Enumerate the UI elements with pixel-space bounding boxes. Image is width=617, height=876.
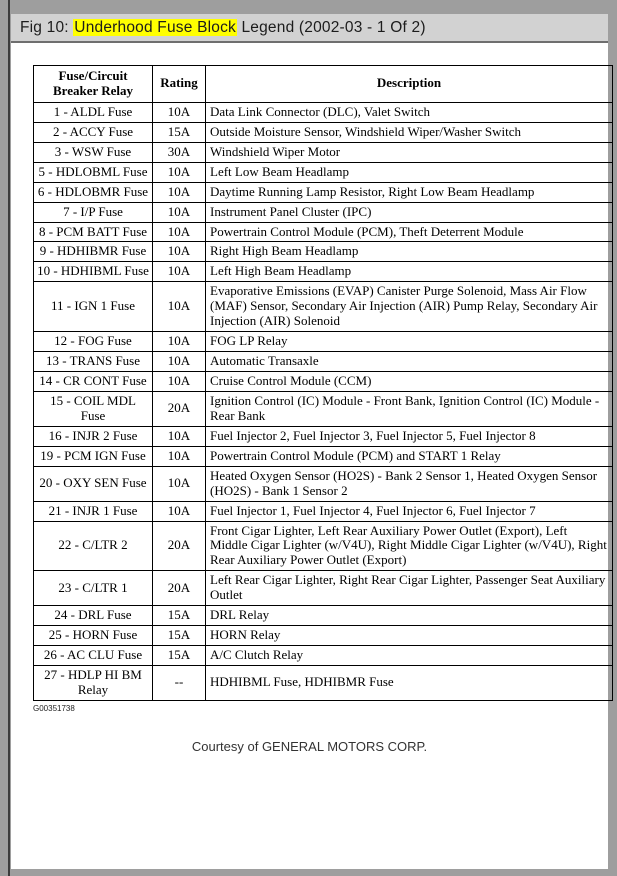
description-cell: DRL Relay [206,606,613,626]
fuse-cell: 23 - C/LTR 1 [34,571,153,606]
rating-cell: 10A [153,162,206,182]
description-cell: Left Rear Cigar Lighter, Right Rear Cigar Lighter, Passenger Seat Auxiliary Outlet [206,571,613,606]
description-cell: Outside Moisture Sensor, Windshield Wiper/Washer Switch [206,122,613,142]
description-cell: Daytime Running Lamp Resistor, Right Low Beam Headlamp [206,182,613,202]
header-fuse-circuit-breaker-relay: Fuse/Circuit Breaker Relay [34,66,153,103]
table-row [34,162,613,182]
fuse-cell: 5 - HDLOBML Fuse [34,162,153,182]
table-row [34,521,613,571]
description-cell: Windshield Wiper Motor [206,142,613,162]
left-edge-line [8,0,10,876]
rating-cell: 10A [153,352,206,372]
table-row [34,242,613,262]
description-cell: Front Cigar Lighter, Left Rear Auxiliary Power Outlet (Export), Left Middle Cigar Lighter (w/V4U), Right Middle Cigar Lighter (w/V4U), Right Rear Auxiliary Power Outlet (Export) [206,521,613,571]
rating-cell: 10A [153,466,206,501]
description-cell: Right High Beam Headlamp [206,242,613,262]
rating-cell: 10A [153,282,206,332]
rating-cell: 15A [153,626,206,646]
header-description: Description [206,66,613,103]
rating-cell: 30A [153,142,206,162]
table-body [34,102,613,700]
table-row [34,182,613,202]
fuse-cell: 7 - I/P Fuse [34,202,153,222]
fuse-cell: 11 - IGN 1 Fuse [34,282,153,332]
rating-cell: 10A [153,262,206,282]
table-row [34,102,613,122]
description-cell: Left High Beam Headlamp [206,262,613,282]
table-row [34,606,613,626]
table-head [34,66,613,103]
table-header-row [34,66,613,103]
fuse-cell: 8 - PCM BATT Fuse [34,222,153,242]
rating-cell: 10A [153,372,206,392]
table-row [34,122,613,142]
rating-cell: 20A [153,571,206,606]
description-cell: HORN Relay [206,626,613,646]
table-row [34,262,613,282]
table-row [34,282,613,332]
rating-cell: 10A [153,501,206,521]
fuse-cell: 1 - ALDL Fuse [34,102,153,122]
rating-cell: 10A [153,102,206,122]
table-row [34,222,613,242]
header-rating: Rating [153,66,206,103]
table-row [34,666,613,701]
fuse-cell: 22 - C/LTR 2 [34,521,153,571]
rating-cell: 20A [153,521,206,571]
figure-title-suffix: Legend (2002-03 - 1 Of 2) [236,19,426,36]
rating-cell: 20A [153,391,206,426]
fuse-cell: 15 - COIL MDL Fuse [34,391,153,426]
rating-cell: 15A [153,122,206,142]
table-row [34,372,613,392]
fuse-cell: 20 - OXY SEN Fuse [34,466,153,501]
rating-cell: 10A [153,426,206,446]
table-row [34,466,613,501]
fuse-cell: 2 - ACCY Fuse [34,122,153,142]
description-cell: Left Low Beam Headlamp [206,162,613,182]
fuse-legend-table [33,65,613,701]
fuse-cell: 26 - AC CLU Fuse [34,646,153,666]
fuse-cell: 25 - HORN Fuse [34,626,153,646]
description-cell: A/C Clutch Relay [206,646,613,666]
fuse-cell: 6 - HDLOBMR Fuse [34,182,153,202]
rating-cell: 10A [153,446,206,466]
rating-cell: 15A [153,646,206,666]
description-cell: Instrument Panel Cluster (IPC) [206,202,613,222]
document-code: G00351738 [33,703,75,713]
rating-cell: 10A [153,242,206,262]
table-row [34,202,613,222]
table-row [34,446,613,466]
fuse-cell: 19 - PCM IGN Fuse [34,446,153,466]
fuse-cell: 3 - WSW Fuse [34,142,153,162]
rating-cell: 10A [153,182,206,202]
description-cell: FOG LP Relay [206,332,613,352]
table-row [34,391,613,426]
description-cell: Heated Oxygen Sensor (HO2S) - Bank 2 Sensor 1, Heated Oxygen Sensor (HO2S) - Bank 1 Sensor 2 [206,466,613,501]
table-row [34,332,613,352]
fuse-cell: 21 - INJR 1 Fuse [34,501,153,521]
table-row [34,426,613,446]
rating-cell: 15A [153,606,206,626]
description-cell: Fuel Injector 1, Fuel Injector 4, Fuel Injector 6, Fuel Injector 7 [206,501,613,521]
fuse-cell: 9 - HDHIBMR Fuse [34,242,153,262]
description-cell: Cruise Control Module (CCM) [206,372,613,392]
rating-cell: 10A [153,202,206,222]
description-cell: HDHIBML Fuse, HDHIBMR Fuse [206,666,613,701]
table-row [34,501,613,521]
rating-cell: 10A [153,332,206,352]
courtesy-line: Courtesy of GENERAL MOTORS CORP. [191,738,428,754]
figure-title-bar [11,14,608,43]
description-cell: Fuel Injector 2, Fuel Injector 3, Fuel Injector 5, Fuel Injector 8 [206,426,613,446]
table-row [34,352,613,372]
description-cell: Automatic Transaxle [206,352,613,372]
fuse-cell: 13 - TRANS Fuse [34,352,153,372]
description-cell: Evaporative Emissions (EVAP) Canister Purge Solenoid, Mass Air Flow (MAF) Sensor, Secondary Air Injection (AIR) Pump Relay, Secondary Air Injection (AIR) Solenoid [206,282,613,332]
fuse-cell: 12 - FOG Fuse [34,332,153,352]
fuse-cell: 10 - HDHIBML Fuse [34,262,153,282]
table-row [34,571,613,606]
table-row [34,626,613,646]
table-row [34,646,613,666]
description-cell: Powertrain Control Module (PCM) and START 1 Relay [206,446,613,466]
figure-title-prefix: Fig 10: [20,19,74,36]
description-cell: Data Link Connector (DLC), Valet Switch [206,102,613,122]
table-row [34,142,613,162]
document-page [11,14,608,869]
fuse-cell: 14 - CR CONT Fuse [34,372,153,392]
rating-cell: 10A [153,222,206,242]
description-cell: Powertrain Control Module (PCM), Theft Deterrent Module [206,222,613,242]
description-cell: Ignition Control (IC) Module - Front Bank, Ignition Control (IC) Module - Rear Bank [206,391,613,426]
fuse-cell: 24 - DRL Fuse [34,606,153,626]
figure-title-highlight: Underhood Fuse Block [74,19,236,36]
fuse-cell: 27 - HDLP HI BM Relay [34,666,153,701]
rating-cell: -- [153,666,206,701]
fuse-cell: 16 - INJR 2 Fuse [34,426,153,446]
